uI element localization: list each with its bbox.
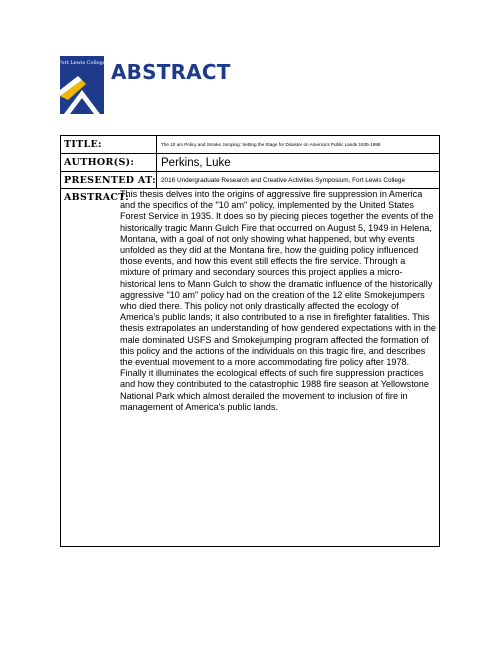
- abstract-text: This thesis delves into the origins of aggressive fire suppression in America and the specifics of the "10 am" policy, implemented by the United States Forest Service in 1935. It does so by piecing pieces together the events of the historically tragic Mann Gulch Fire that occurred on August 5, 1949 in Helena, Montana, with a goal of not only showing what happened, but why events unfolded as they did at the Montana fire, how the guiding policy influenced those events, and how this event still effects the fire service. Through a mixture of primary and secondary sources this project applies a micro-historical lens to Mann Gulch to show the dramatic influence of the historically aggressive "10 am" policy had on the creation of the 12 elite Smokejumpers who died there. This policy not only drastically affected the ecology of America's public lands; it also contributed to a rise in firefighter fatalities. This thesis extrapolates an understanding of how gendered expectations with in the male dominated USFS and Smokejumping program affected the formation of this policy and the actions of the individuals on this tragic fire, and describes the eventual movement to a more accommodating fire policy after 1978. Finally it illuminates the ecological effects of such fire suppression practices and how they contributed to the catastrophic 1988 fire season at Yellowstone National Park which almost derailed the movement to inclusion of fire in management of America's public lands.: [120, 189, 436, 412]
- title-label: TITLE:: [61, 136, 157, 153]
- logo-text: Fort Lewis College: [60, 60, 104, 66]
- page-title: ABSTRACT: [111, 60, 231, 84]
- college-logo-icon: [60, 56, 104, 114]
- title-row: [61, 136, 439, 154]
- title-value: The 10 am Policy and Smoke Jumping: Setting the Stage for Disaster on America's Public Lands 1935-1988: [161, 142, 381, 147]
- author-label: AUTHOR(S):: [61, 154, 157, 171]
- presented-label: PRESENTED AT:: [61, 172, 157, 188]
- fort-lewis-college-logo: [60, 56, 104, 114]
- abstract-label: ABSTRACT:: [64, 192, 130, 203]
- presented-value: 2016 Undergraduate Research and Creative Activities Symposium, Fort Lewis College: [161, 176, 406, 184]
- presented-row: [61, 172, 439, 189]
- abstract-sheet: [60, 135, 440, 547]
- author-value: Perkins, Luke: [161, 156, 231, 169]
- author-row: [61, 154, 439, 172]
